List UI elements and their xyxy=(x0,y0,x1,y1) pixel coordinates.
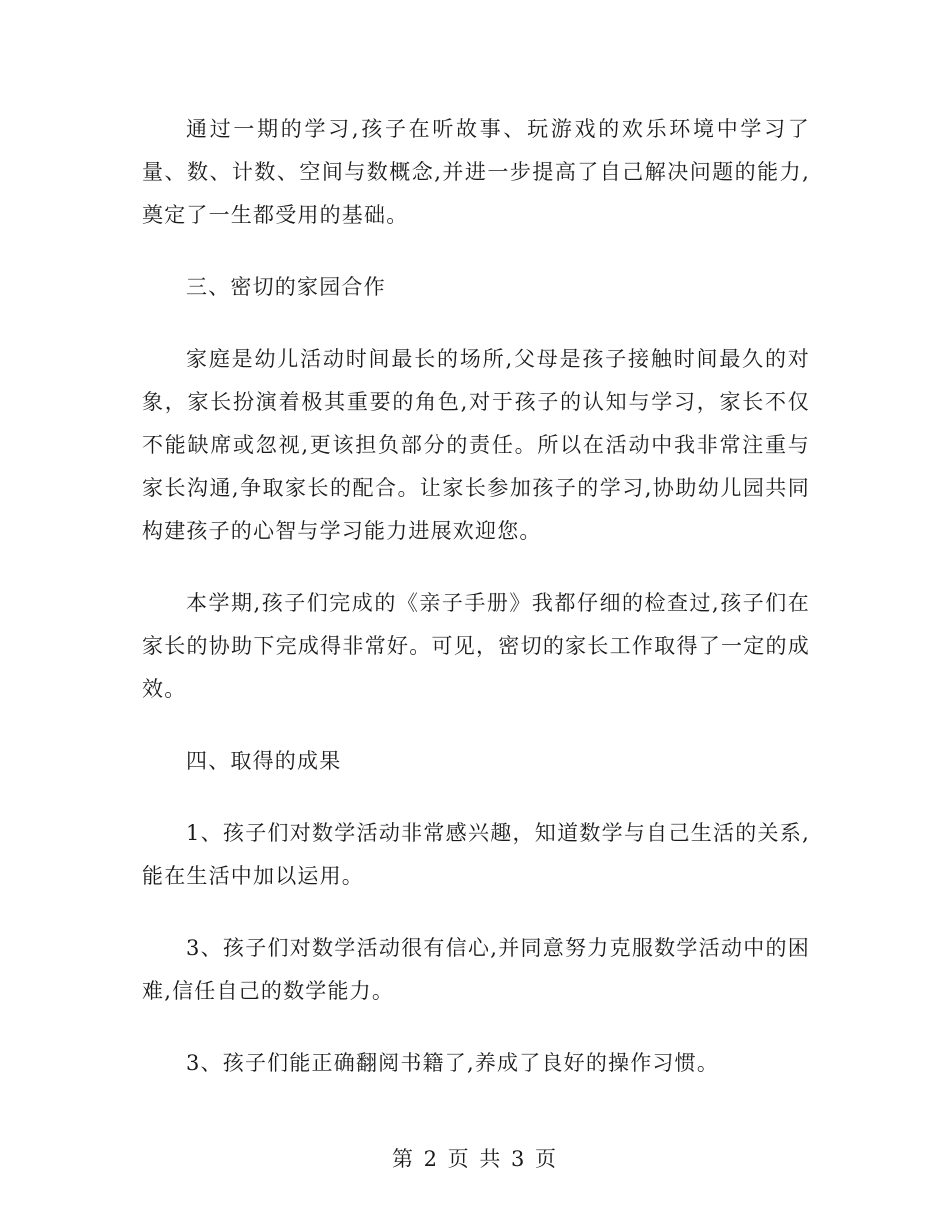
document-body xyxy=(142,108,810,1114)
paragraph-family-role: 家庭是幼儿活动时间最长的场所,父母是孩子接触时间最久的对象，家长扮演着极其重要的角色,对于孩子的认知与学习，家长不仅不能缺席或忽视,更该担负部分的责任。所以在活动中我非常注重与家长沟通,争取家长的配合。让家长参加孩子的学习,协助幼儿园共同构建孩子的心智与学习能力进展欢迎您。 xyxy=(142,347,810,543)
paragraph-parent-handbook: 本学期,孩子们完成的《亲子手册》我都仔细的检查过,孩子们在家长的协助下完成得非常好。可见，密切的家长工作取得了一定的成效。 xyxy=(142,591,810,701)
achievement-item-confidence: 3、孩子们对数学活动很有信心,并同意努力克服数学活动中的困难,信任自己的数学能力。 xyxy=(142,936,810,1003)
achievement-item-interest: 1、孩子们对数学活动非常感兴趣，知道数学与自己生活的关系,能在生活中加以运用。 xyxy=(142,821,810,888)
paragraph-learning-summary: 通过一期的学习,孩子在听故事、玩游戏的欢乐环境中学习了量、数、计数、空间与数概念,并进一步提高了自己解决问题的能力,奠定了一生都受用的基础。 xyxy=(142,117,810,227)
section-heading-home-school: 三、密切的家园合作 xyxy=(186,275,386,299)
section-heading-achievements: 四、取得的成果 xyxy=(186,749,342,773)
achievement-item-reading: 3、孩子们能正确翻阅书籍了,养成了良好的操作习惯。 xyxy=(186,1051,720,1075)
page-number-footer: 第 2 页 共 3 页 xyxy=(391,1147,559,1171)
